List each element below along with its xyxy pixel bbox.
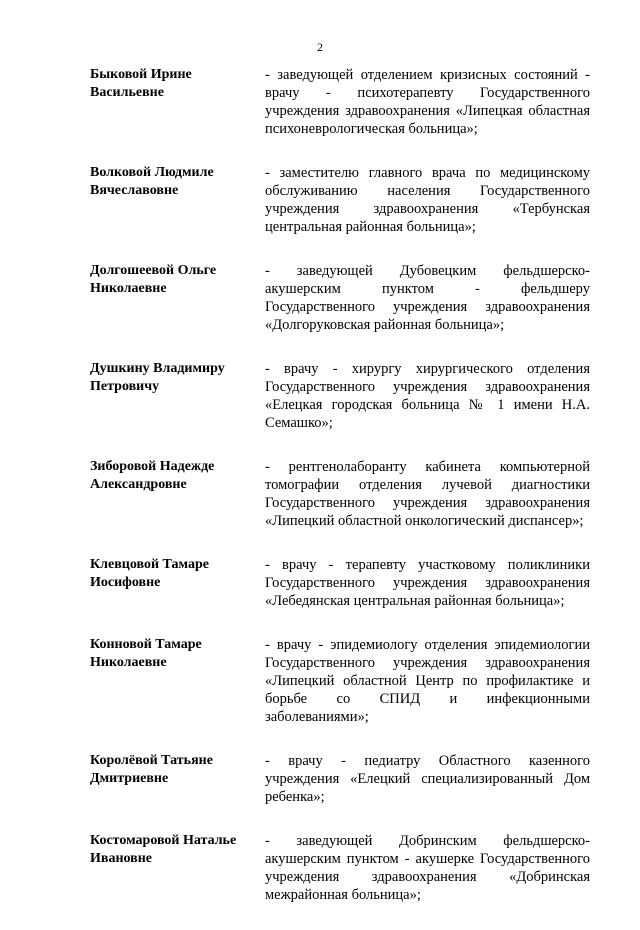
list-item — [90, 66, 590, 138]
list-item — [90, 458, 590, 530]
position-description: - заместителю главного врача по медицинскому обслуживанию населения Государственного учреждения здравоохранения «Тербунская центральная районная больница»; — [265, 165, 590, 235]
award-list — [90, 66, 590, 930]
list-item — [90, 262, 590, 334]
position-description: - врачу - педиатру Областного казенного учреждения «Елецкий специализированный Дом ребенка»; — [265, 753, 590, 805]
position-description: - врачу - терапевту участковому поликлиники Государственного учреждения здравоохранения «Лебедянская центральная районная больница»; — [265, 557, 590, 609]
person-name: Королёвой Татьяне Дмитриевне — [90, 753, 213, 786]
position-description: - заведующей отделением кризисных состояний - врачу - психотерапевту Государственного учреждения здравоохранения «Липецкая областная психоневрологическая больница»; — [265, 67, 590, 137]
person-name: Волковой Людмиле Вячеславовне — [90, 165, 214, 198]
page-number: 2 — [317, 40, 323, 54]
person-name: Долгошеевой Ольге Николаевне — [90, 263, 217, 296]
person-name: Зиборовой Надежде Александровне — [90, 459, 215, 492]
position-description: - врачу - эпидемиологу отделения эпидемиологии Государственного учреждения здравоохранения «Липецкий областной Центр по профилактике и борьбе со СПИД и инфекционными заболеваниями»; — [265, 637, 590, 725]
list-item — [90, 752, 590, 806]
position-description: - рентгенолаборанту кабинета компьютерной томографии отделения лучевой диагностики Государственного учреждения здравоохранения «Липецкий областной онкологический диспансер»; — [265, 459, 590, 529]
person-name: Клевцовой Тамаре Иосифовне — [90, 557, 209, 590]
position-description: - заведующей Дубовецким фельдшерско-акушерским пунктом - фельдшеру Государственного учреждения здравоохранения «Долгоруковская районная больница»; — [265, 263, 590, 333]
list-item — [90, 636, 590, 726]
person-name: Быковой Ирине Васильевне — [90, 67, 192, 100]
person-name: Костомаровой Наталье Ивановне — [90, 833, 237, 866]
person-name: Душкину Владимиру Петровичу — [90, 361, 225, 394]
list-item — [90, 164, 590, 236]
list-item — [90, 360, 590, 432]
position-description: - врачу - хирургу хирургического отделения Государственного учреждения здравоохранения «Елецкая городская больница № 1 имени Н.А. Семашко»; — [265, 361, 590, 431]
list-item — [90, 832, 590, 904]
list-item — [90, 556, 590, 610]
position-description: - заведующей Добринским фельдшерско-акушерским пунктом - акушерке Государственного учреждения здравоохранения «Добринская межрайонная больница»; — [265, 833, 590, 903]
person-name: Конновой Тамаре Николаевне — [90, 637, 202, 670]
